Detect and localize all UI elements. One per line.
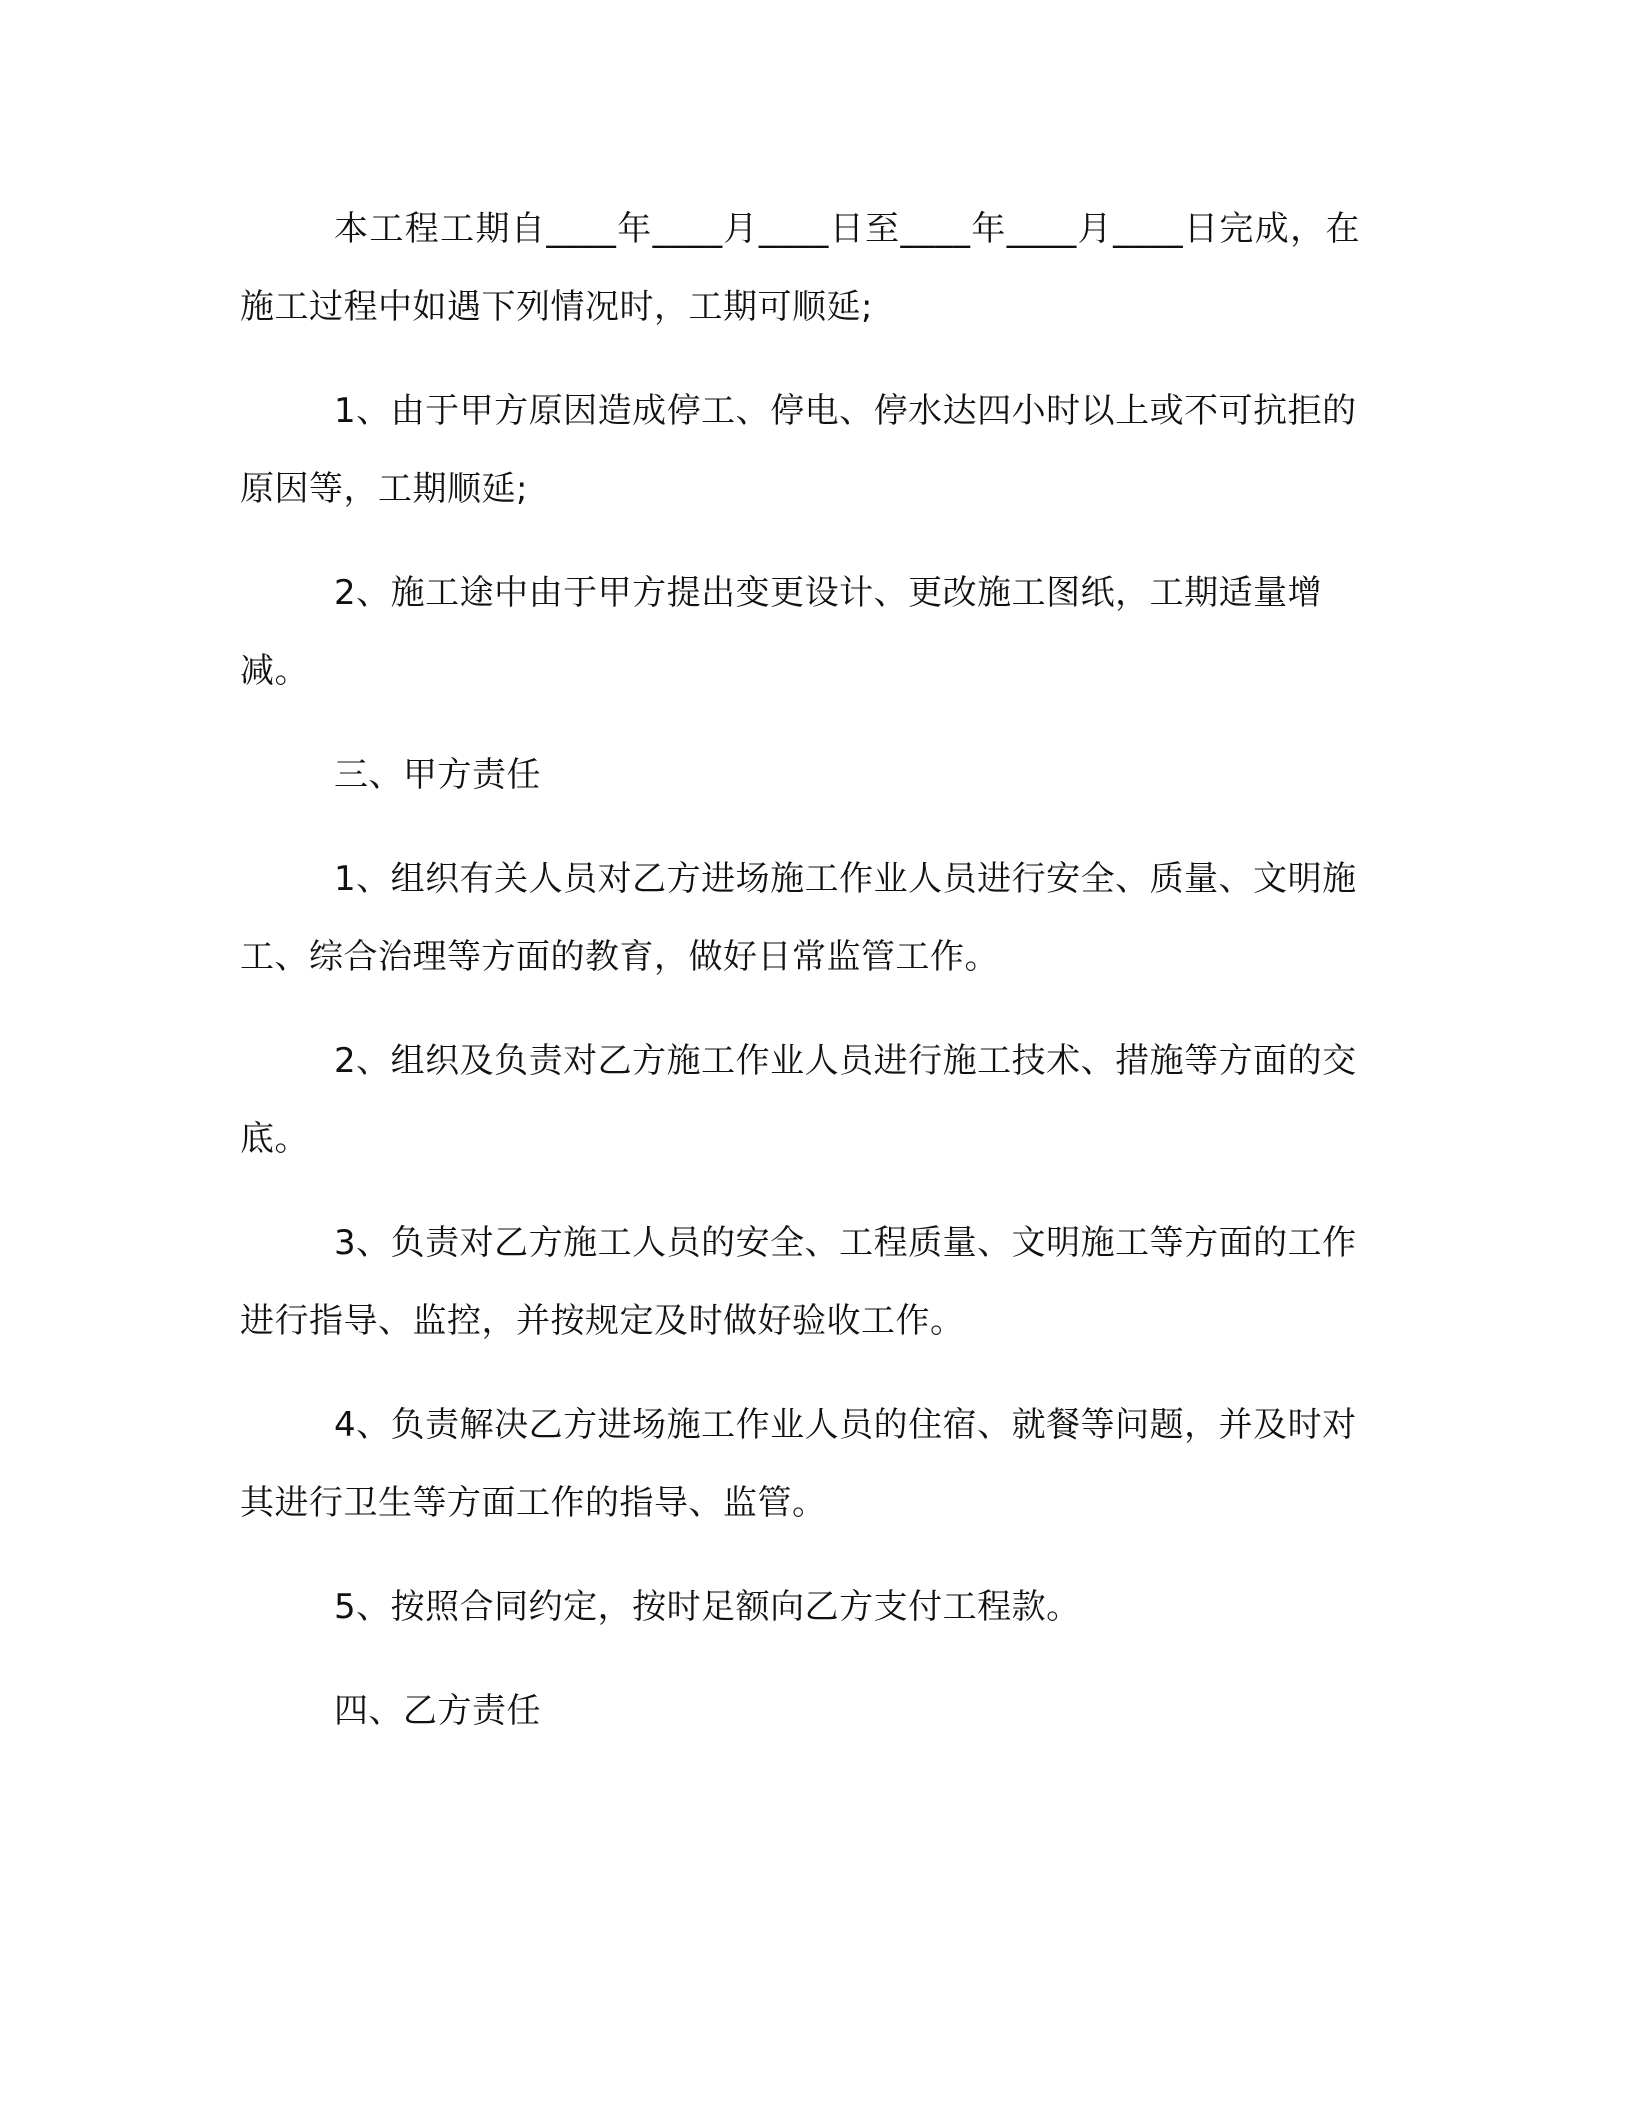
paragraph-party-a-3: 3、负责对乙方施工人员的安全、工程质量、文明施工等方面的工作进行指导、监控，并按规定及时做好验收工作。	[240, 1223, 1357, 1341]
paragraph-schedule: 本工程工期自____年____月____日至____年____月____日完成，在施工过程中如遇下列情况时，工期可顺延;	[240, 209, 1360, 327]
section-heading-party-b: 四、乙方责任	[334, 1691, 541, 1731]
paragraph-party-a-5: 5、按照合同约定，按时足额向乙方支付工程款。	[334, 1587, 1081, 1627]
paragraph-party-a-2: 2、组织及负责对乙方施工作业人员进行施工技术、措施等方面的交底。	[240, 1041, 1357, 1159]
paragraph-party-a-4: 4、负责解决乙方进场施工作业人员的住宿、就餐等问题，并及时对其进行卫生等方面工作的指导、监管。	[240, 1405, 1357, 1523]
section-heading-party-a: 三、甲方责任	[334, 755, 541, 795]
paragraph-extension-1: 1、由于甲方原因造成停工、停电、停水达四小时以上或不可抗拒的原因等，工期顺延;	[240, 391, 1357, 509]
paragraph-extension-2: 2、施工途中由于甲方提出变更设计、更改施工图纸，工期适量增减。	[240, 573, 1323, 691]
document-page	[240, 190, 1360, 1776]
paragraph-party-a-1: 1、组织有关人员对乙方进场施工作业人员进行安全、质量、文明施工、综合治理等方面的教育，做好日常监管工作。	[240, 859, 1357, 977]
